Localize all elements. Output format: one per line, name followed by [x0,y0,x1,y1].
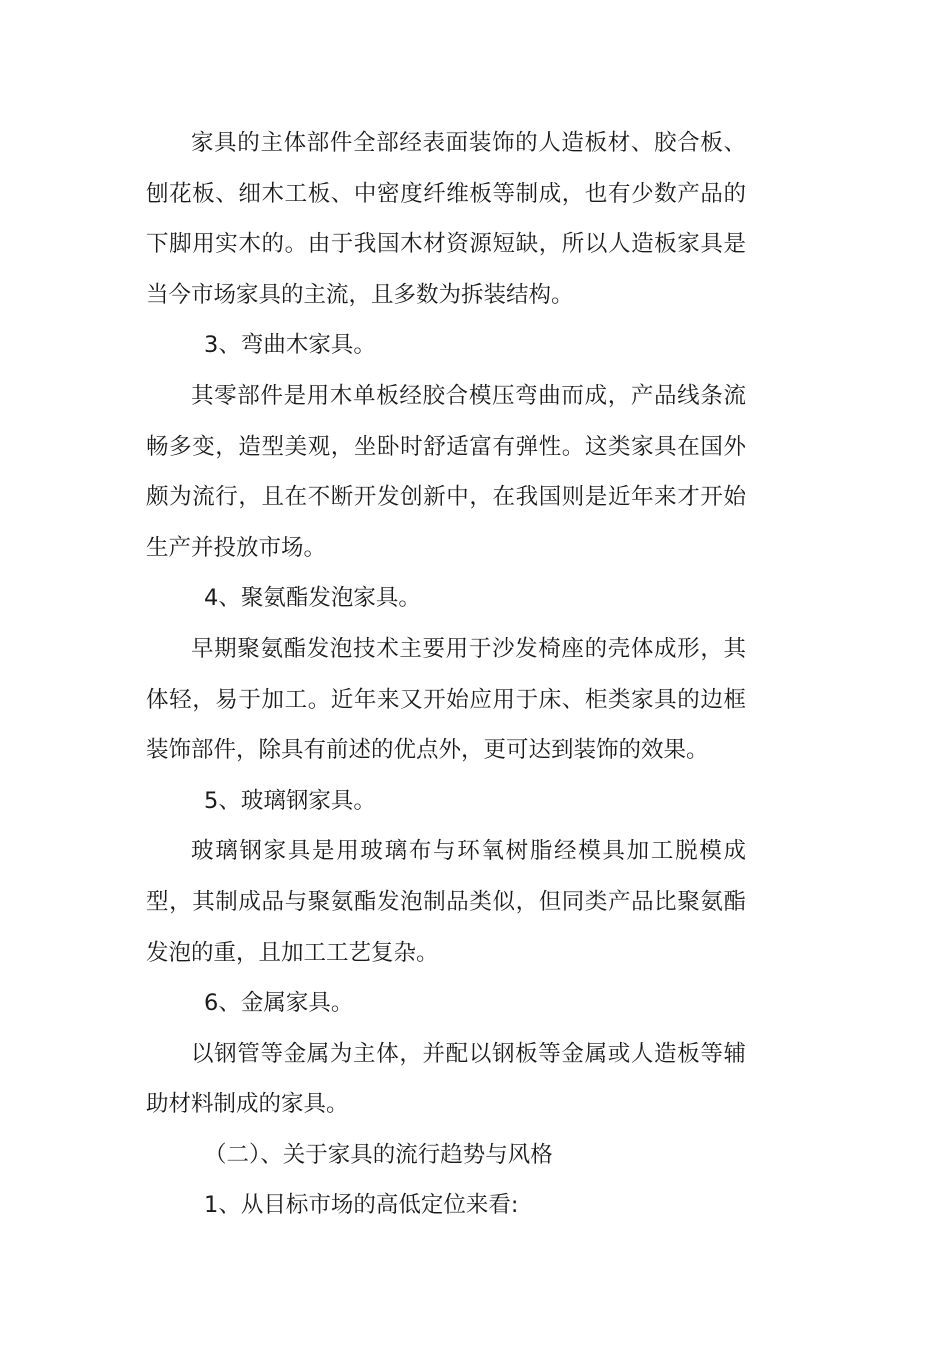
heading-polyurethane: 4、聚氨酯发泡家具。 [204,585,421,612]
heading-target-market: 1、从目标市场的高低定位来看: [204,1192,519,1219]
paragraph-bent-wood: 其零部件是用木单板经胶合模压弯曲而成，产品线条流畅多变，造型美观，坐卧时舒适富有弹性。这类家具在国外颇为流行，且在不断开发创新中，在我国则是近年来才开始生产并投放市场。 [146,382,746,561]
body-text [146,118,746,1231]
heading-fiberglass: 5、玻璃钢家具。 [204,787,376,814]
paragraph-metal: 以钢管等金属为主体，并配以钢板等金属或人造板等辅助材料制成的家具。 [146,1040,746,1118]
heading-section-two: （二）、关于家具的流行趋势与风格 [204,1141,553,1168]
paragraph-man-made-board: 家具的主体部件全部经表面装饰的人造板材、胶合板、刨花板、细木工板、中密度纤维板等制成，也有少数产品的下脚用实木的。由于我国木材资源短缺，所以人造板家具是当今市场家具的主流，且多数为拆装结构。 [146,130,746,308]
paragraph-fiberglass: 玻璃钢家具是用玻璃布与环氧树脂经模具加工脱模成型，其制成品与聚氨酯发泡制品类似，但同类产品比聚氨酯发泡的重，且加工工艺复杂。 [146,838,746,966]
heading-metal: 6、金属家具。 [204,990,354,1017]
heading-bent-wood: 3、弯曲木家具。 [204,332,376,359]
paragraph-polyurethane: 早期聚氨酯发泡技术主要用于沙发椅座的壳体成形，其体轻，易于加工。近年来又开始应用于床、柜类家具的边框装饰部件，除具有前述的优点外，更可达到装饰的效果。 [146,635,746,764]
